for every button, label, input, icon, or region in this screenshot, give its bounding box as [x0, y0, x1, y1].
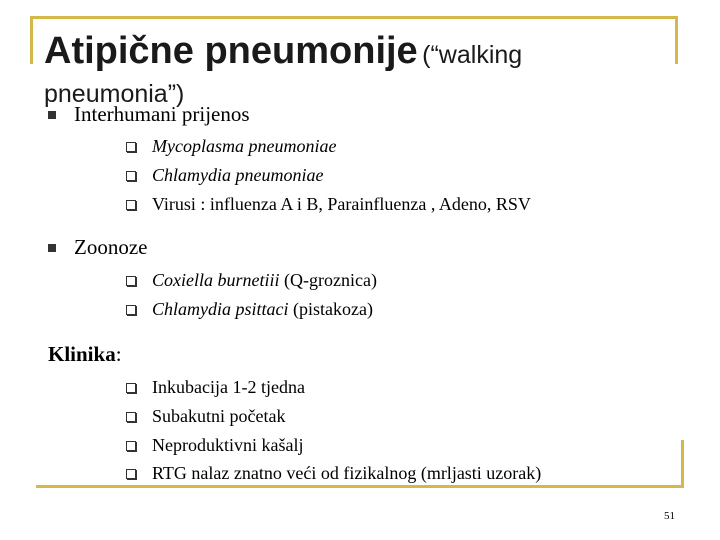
clinical-item: Inkubacija 1-2 tjedna [152, 377, 305, 397]
checkbox-bullet-icon [126, 276, 136, 286]
frame-right-line [675, 16, 678, 64]
clinical-item: RTG nalaz znatno veći od fizikalnog (mrljasti uzorak) [152, 463, 542, 483]
checkbox-bullet-icon [126, 441, 136, 451]
checkbox-bullet-icon [126, 142, 136, 152]
page-number: 51 [664, 510, 675, 522]
clinical-item: Neproduktivni kašalj [152, 435, 304, 455]
bullet-square-icon [48, 244, 56, 252]
bullet-square-icon [48, 111, 56, 119]
list-item: Mycoplasma pneumoniae [152, 136, 337, 156]
checkbox-bullet-icon [126, 171, 136, 181]
list-item: Coxiella burnetiii (Q-groznica) [152, 270, 377, 290]
section-heading-zoonoze: Zoonoze [74, 235, 148, 259]
list-item: Chlamydia psittaci (pistakoza) [152, 299, 373, 319]
frame-top-line [30, 16, 678, 19]
checkbox-bullet-icon [126, 200, 136, 210]
slide-title [44, 30, 522, 73]
clinical-heading: Klinika: [48, 342, 122, 366]
checkbox-bullet-icon [126, 305, 136, 315]
title-subtitle-part1: (“walking [422, 41, 523, 69]
checkbox-bullet-icon [126, 412, 136, 422]
checkbox-bullet-icon [126, 469, 136, 479]
list-item: Chlamydia pneumoniae [152, 165, 324, 185]
frame-bottom-line [36, 485, 684, 488]
title-main: Atipične pneumonije [44, 30, 418, 72]
list-item: Virusi : influenza A i B, Parainfluenza , Adeno, RSV [152, 194, 531, 214]
clinical-item: Subakutni početak [152, 406, 286, 426]
frame-bottom-right-line [681, 440, 684, 488]
checkbox-bullet-icon [126, 383, 136, 393]
frame-left-line [30, 16, 33, 64]
title-subtitle-part2: pneumonia”) [44, 80, 185, 108]
section-heading-interhumani: Interhumani prijenos [74, 102, 250, 126]
